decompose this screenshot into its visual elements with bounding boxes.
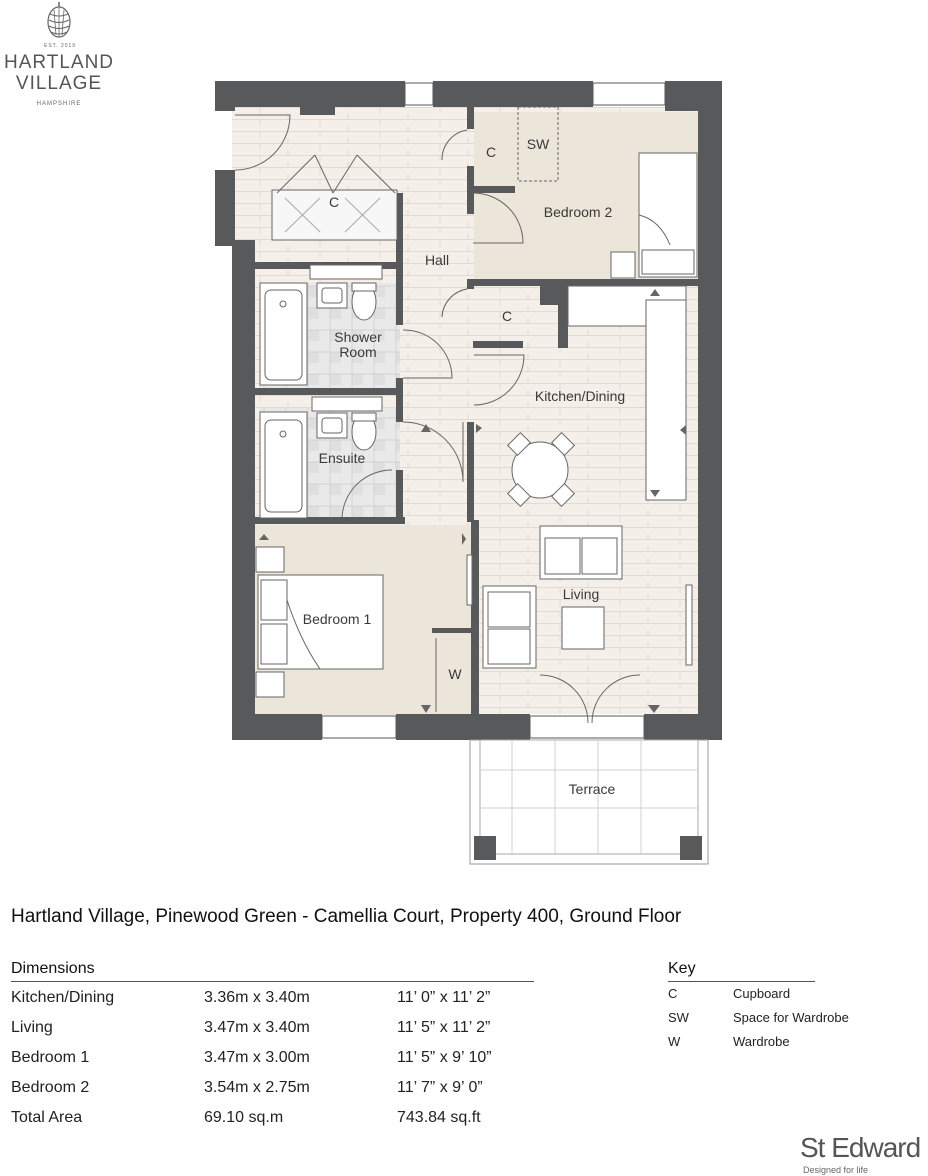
dim-room: Bedroom 1 [11,1049,90,1066]
label-cupboard-mid: C [501,308,513,324]
key-code: C [668,986,678,1001]
key-meaning: Space for Wardrobe [733,1010,849,1025]
dim-room: Kitchen/Dining [11,989,115,1006]
dim-imperial: 11’ 5” x 11’ 2” [397,1019,491,1036]
table-row [11,989,531,1019]
dim-room: Bedroom 2 [11,1079,90,1096]
dim-imperial: 11’ 5” x 9’ 10” [397,1049,492,1066]
label-wardrobe: W [448,666,462,682]
dim-room: Total Area [11,1109,83,1126]
dining-table [508,433,575,507]
label-hall: Hall [424,252,450,268]
key-meaning: Wardrobe [733,1034,790,1049]
label-bedroom1: Bedroom 1 [302,611,372,627]
brand-logo: St Edward [800,1132,921,1163]
label-shower-line2: Room [339,344,377,360]
logo-name-line1: HARTLAND [3,52,115,73]
label-cupboard-hall: C [485,144,497,160]
dim-metric: 3.47m x 3.40m [204,1019,310,1036]
key-meaning: Cupboard [733,986,791,1001]
dim-room: Living [11,1019,53,1036]
label-terrace: Terrace [568,781,616,797]
logo-name-line2: VILLAGE [15,73,103,94]
table-row [11,1019,531,1049]
dim-metric: 3.36m x 3.40m [204,989,310,1006]
label-shower-line1: Shower [334,329,382,345]
dim-metric: 3.54m x 2.75m [204,1079,310,1096]
label-cupboard-entrance: C [328,194,340,210]
dimensions-heading: Dimensions [11,960,95,977]
table-row [11,1049,531,1079]
logo-county: HAMPSHIRE [36,101,82,107]
key-code: W [668,1034,681,1049]
label-living: Living [562,586,600,602]
label-ensuite: Ensuite [318,450,366,466]
key-heading: Key [668,960,696,977]
label-bedroom2: Bedroom 2 [543,204,613,220]
terrace [470,740,708,864]
dim-metric: 3.47m x 3.00m [204,1049,310,1066]
label-wardrobe-space: SW [526,136,550,152]
logo-est: EST. 2019 [44,43,77,49]
dim-metric: 69.10 sq.m [204,1109,284,1126]
dimensions-divider [11,981,534,982]
table-row [11,1109,531,1139]
label-kitchen: Kitchen/Dining [534,388,626,404]
table-row [11,1079,531,1109]
dim-imperial: 743.84 sq.ft [397,1109,481,1126]
brand-tagline: Designed for life [803,1165,869,1175]
key-divider [668,981,815,982]
dim-imperial: 11’ 7” x 9’ 0” [397,1079,483,1096]
page-title: Hartland Village, Pinewood Green - Camellia Court, Property 400, Ground Floor [11,906,682,927]
dim-imperial: 11’ 0” x 11’ 2” [397,989,491,1006]
key-code: SW [668,1010,689,1025]
